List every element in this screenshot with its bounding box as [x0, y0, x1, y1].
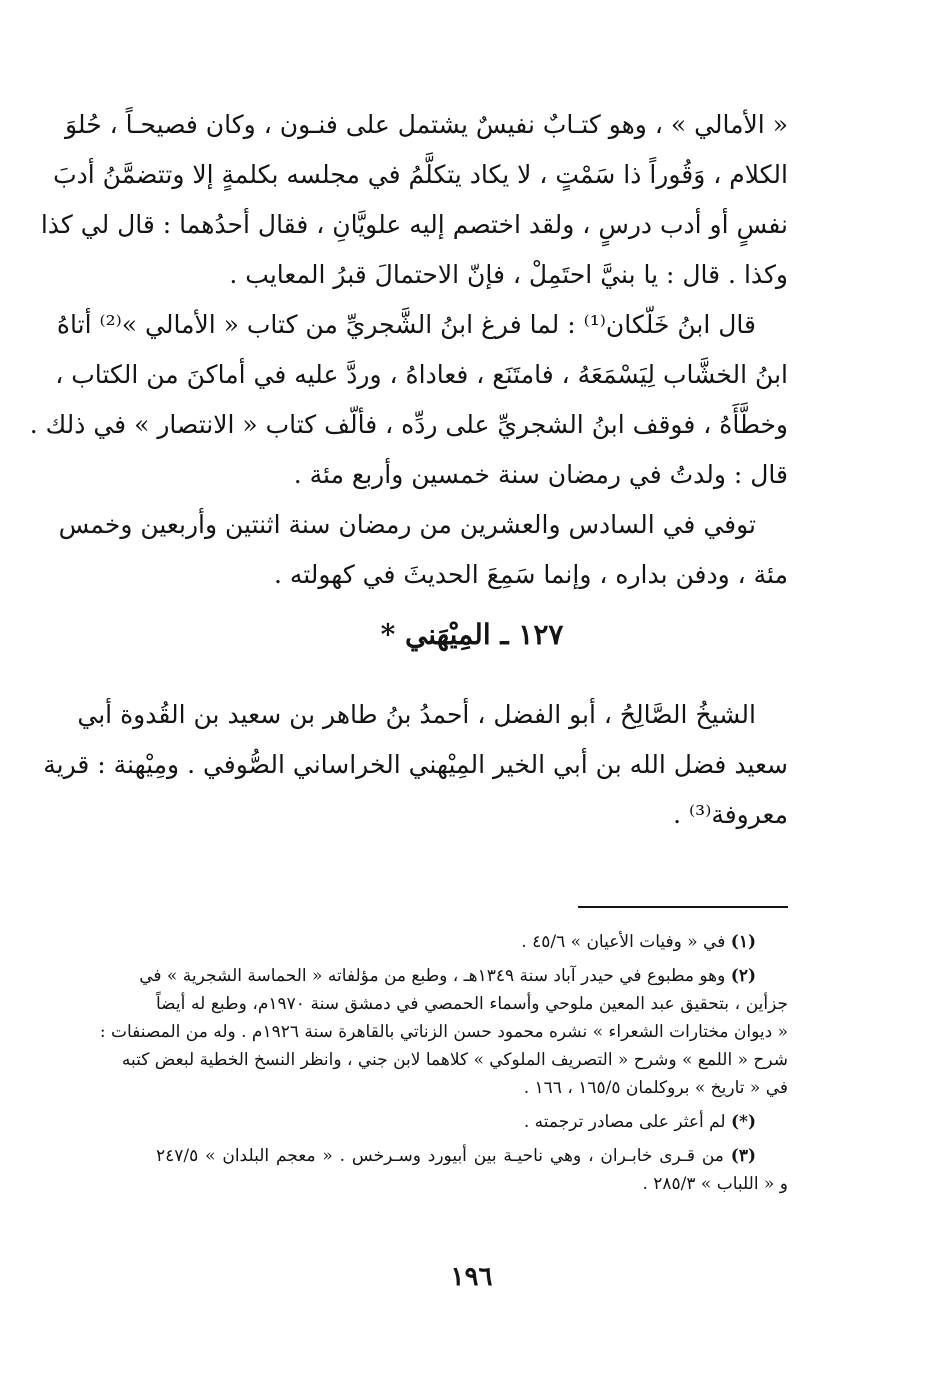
footnote-2 [99, 962, 789, 1102]
text-line: قال : ولدتُ في رمضان سنة خمسين وأربع مئة . [293, 460, 788, 489]
paragraph-2 [29, 300, 788, 500]
footnote-text: وهو مطبوع في حيدر آباد سنة ١٣٤٩هـ ، وطبع من مؤلفاته « الحماسة الشجرية » في [139, 966, 726, 986]
footnote-text: من قـرى خابـران ، وهي ناحيـة بين أبيورد وسـرخس . « معجم البلدان » ٢٤٧/٥ [156, 1146, 724, 1166]
footnote-number: (٣) [730, 1146, 756, 1166]
text-line: سعيد فضل الله بن أبي الخير المِيْهني الخراساني الصُّوفي . ومِيْهنة : قرية [43, 750, 788, 779]
footnote-text: في « وفيات الأعيان » ٤٥/٦ . [521, 932, 726, 952]
text-line: نفسٍ أو أدب درسٍ ، ولقد اختصم إليه علويَّانِ ، فقال أحدُهما : قال لي كذا [40, 210, 788, 239]
text-line: « الأمالي » ، وهو كتـابٌ نفيسٌ يشتمل على فنـون ، وكان فصيحـاً ، حُلوَ [65, 110, 788, 139]
text-line: توفي في السادس والعشرين من رمضان سنة اثنتين وأربعين وخمس [58, 510, 756, 539]
footnote-line: و « اللباب » ٢٨٥/٣ . [642, 1174, 788, 1194]
text-line: الشيخُ الصَّالِحُ ، أبو الفضل ، أحمدُ بنُ طاهر بن سعيد بن القُدوة أبي [77, 700, 756, 729]
text-line: مئة ، ودفن بداره ، وإنما سَمِعَ الحديثَ في كهولته . [273, 560, 788, 589]
page-number: ١٩٦ [450, 1262, 493, 1292]
footnotes [99, 928, 789, 1204]
footnote-line: جزأين ، بتحقيق عبد المعين ملوحي وأسماء الحمصي في دمشق سنة ١٩٧٠م، وطبع له أيضاً [156, 994, 789, 1014]
footnote-line: « ديوان مختارات الشعراء » نشره محمود حسن الزناتي بالقاهرة سنة ١٩٢٦م . وله من المصنفات : [99, 1022, 788, 1042]
text-line: قال ابنُ خَلّكان⁽¹⁾ : لما فرغ ابنُ الشَّجريِّ من كتاب « الأمالي »⁽²⁾ أتاهُ [56, 310, 756, 339]
footnote-3 [156, 1142, 788, 1198]
paragraph-4 [43, 690, 788, 840]
footnote-line [156, 1108, 788, 1136]
main-text [29, 100, 788, 840]
text-line: الكلام ، وَقُوراً ذا سَمْتٍ ، لا يكاد يتكلَّمُ في مجلسه بكلمةٍ إلا وتتضمَّنُ أدبَ [53, 160, 788, 189]
text-line: وخطَّأَهُ ، فوقف ابنُ الشجريِّ على ردِّه ، فألّف كتاب « الانتصار » في ذلك . [29, 410, 788, 439]
text-line: وكذا . قال : يا بنيَّ احتَمِلْ ، فإنّ الاحتمالَ قبرُ المعايب . [229, 260, 788, 289]
footnote-line [139, 962, 788, 990]
footnote-number: (*) [731, 1112, 756, 1132]
footnote-line: شرح « اللمع » وشرح « التصريف الملوكي » كلاهما لابن جني ، وانظر النسخ الخطية لبعض كتبه [121, 1050, 788, 1070]
text-line: ابنُ الخشَّاب لِيَسْمَعَهُ ، فامتَنَع ، فعاداهُ ، وردَّ عليه في أماكنَ من الكتاب ، [55, 360, 788, 389]
footnote-line [156, 928, 788, 956]
footnote-line: في « تاريخ » بروكلمان ١٦٥/٥ ، ١٦٦ . [523, 1078, 788, 1098]
footnote-1 [156, 928, 788, 956]
footnote-star [156, 1108, 788, 1136]
text-line: معروفة⁽³⁾ . [673, 800, 788, 829]
footnote-text: لم أعثر على مصادر ترجمته . [523, 1112, 726, 1132]
paragraph-3 [58, 500, 788, 600]
footnote-number: (٢) [730, 966, 756, 986]
paragraph-1 [40, 100, 788, 300]
footnote-line [156, 1142, 788, 1170]
entry-heading: ١٢٧ ـ المِيْهَني * [380, 618, 564, 651]
footnote-divider [578, 906, 788, 908]
footnote-number: (١) [730, 932, 756, 952]
